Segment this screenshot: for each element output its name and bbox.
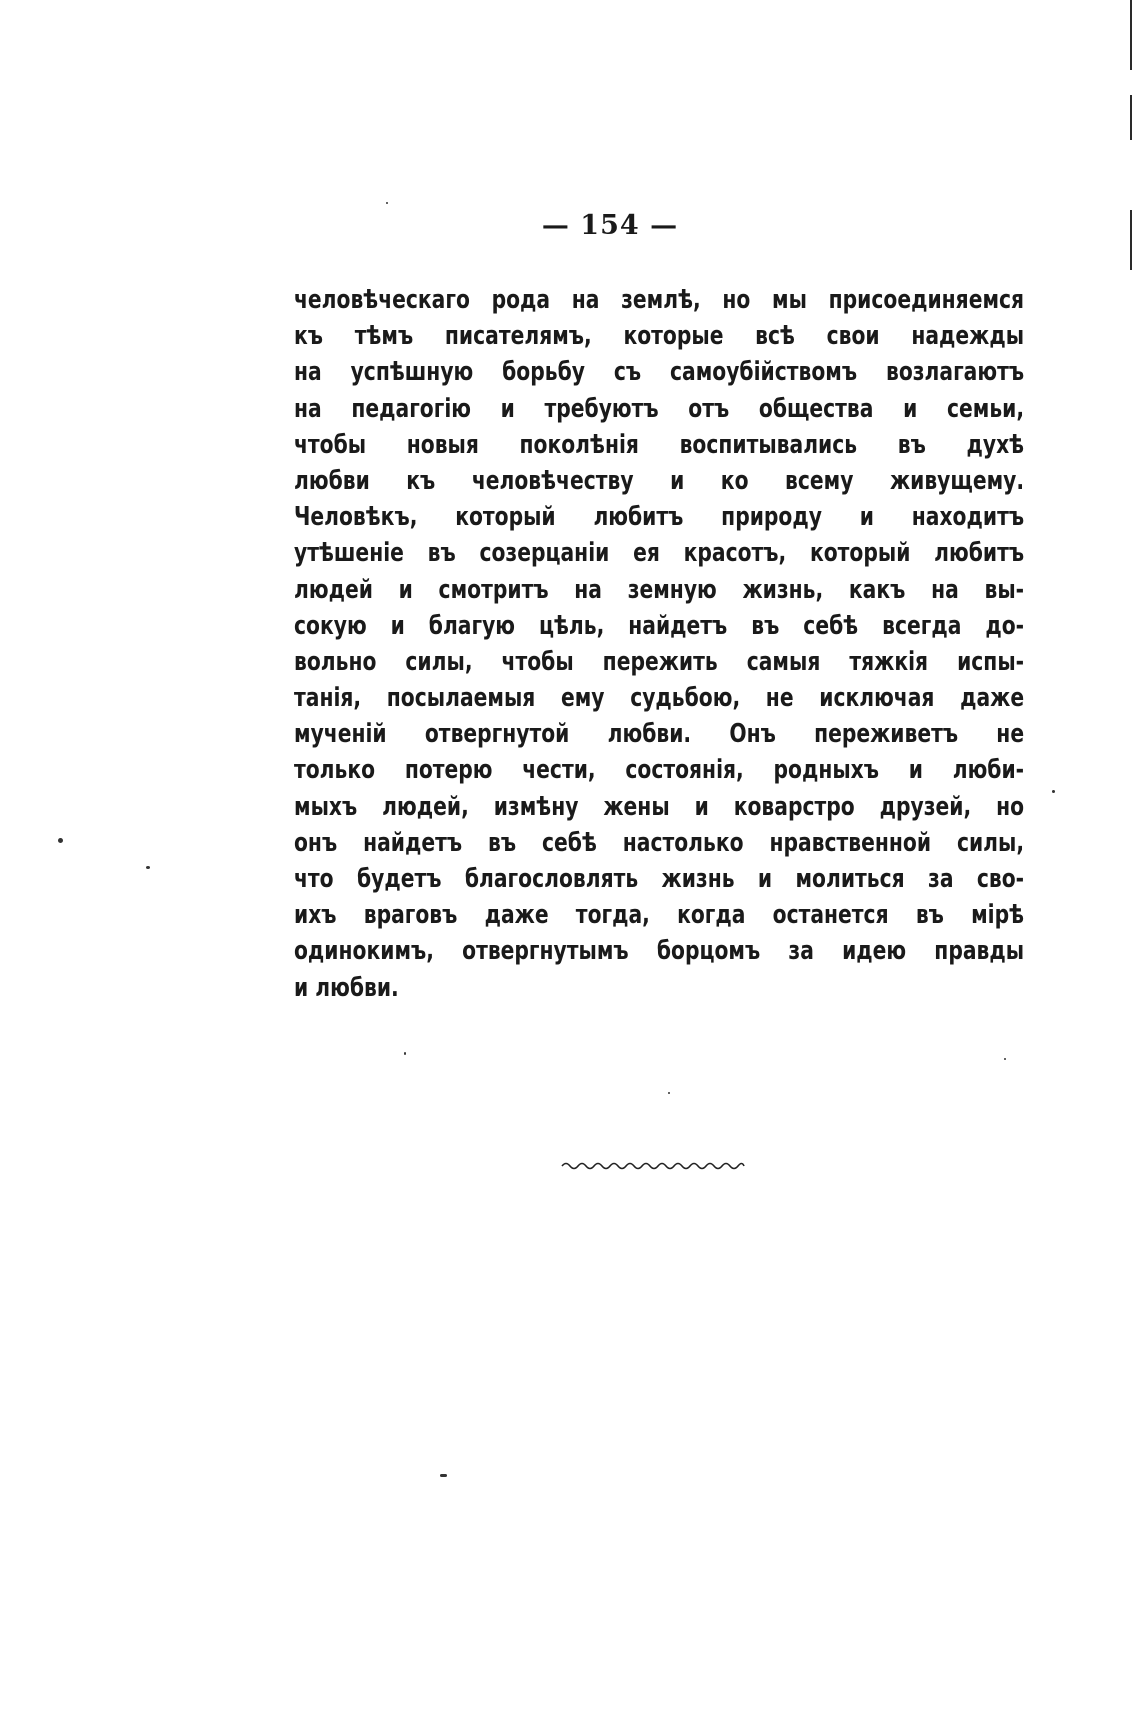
scan-speck: [668, 1092, 670, 1094]
scan-edge-line: [1130, 210, 1132, 270]
text-line: человѣческаго рода на землѣ, но мы присоединяемся: [294, 285, 1025, 315]
scan-speck: [1004, 1058, 1006, 1060]
text-line: и любви.: [294, 972, 399, 1003]
text-line: утѣшеніе въ созерцаніи ея красотъ, который любитъ: [294, 538, 1025, 569]
text-line: мученій отвергнутой любви. Онъ переживетъ не: [294, 719, 1025, 750]
page-number: — 154 —: [541, 210, 679, 241]
text-line: мыхъ людей, измѣну жены и коварстро друзей, но: [294, 791, 1025, 822]
text-line: людей и смотритъ на земную жизнь, какъ на вы-: [294, 574, 1025, 605]
text-line: сокую и благую цѣль, найдетъ въ себѣ всегда до-: [294, 610, 1025, 641]
text-line: ихъ враговъ даже тогда, когда останется въ мірѣ: [294, 900, 1025, 931]
text-line: любви къ человѣчеству и ко всему живущему.: [294, 465, 1025, 496]
scan-speck: [386, 202, 388, 204]
text-line: что будетъ благословлять жизнь и молиться за сво-: [294, 864, 1025, 894]
wavy-ornament: [560, 1160, 746, 1172]
scan-edge-line: [1130, 95, 1132, 140]
text-line: на педагогію и требуютъ отъ общества и семьи,: [294, 393, 1025, 424]
scan-edge-line: [1130, 0, 1132, 70]
text-line: на успѣшную борьбу съ самоубійствомъ возлагаютъ: [294, 357, 1025, 388]
text-line: только потерю чести, состоянія, родныхъ и люби-: [294, 755, 1025, 786]
text-line: онъ найдетъ въ себѣ настолько нравственной силы,: [294, 827, 1025, 858]
text-line: танія, посылаемыя ему судьбою, не исключая даже: [294, 683, 1025, 714]
text-line: одинокимъ, отвергнутымъ борцомъ за идею правды: [294, 936, 1025, 967]
text-line: Человѣкъ, который любитъ природу и находитъ: [294, 502, 1025, 533]
scan-speck: [146, 866, 150, 869]
text-line: чтобы новыя поколѣнія воспитывались въ духѣ: [294, 429, 1025, 460]
scan-speck: [404, 1052, 406, 1055]
scan-speck: [440, 1474, 447, 1477]
body-text: [294, 282, 1024, 1006]
scan-speck: [1052, 790, 1055, 793]
scan-speck: [58, 838, 63, 843]
text-line: къ тѣмъ писателямъ, которые всѣ свои надежды: [294, 321, 1025, 352]
text-line: вольно силы, чтобы пережить самыя тяжкія испы-: [294, 646, 1025, 677]
